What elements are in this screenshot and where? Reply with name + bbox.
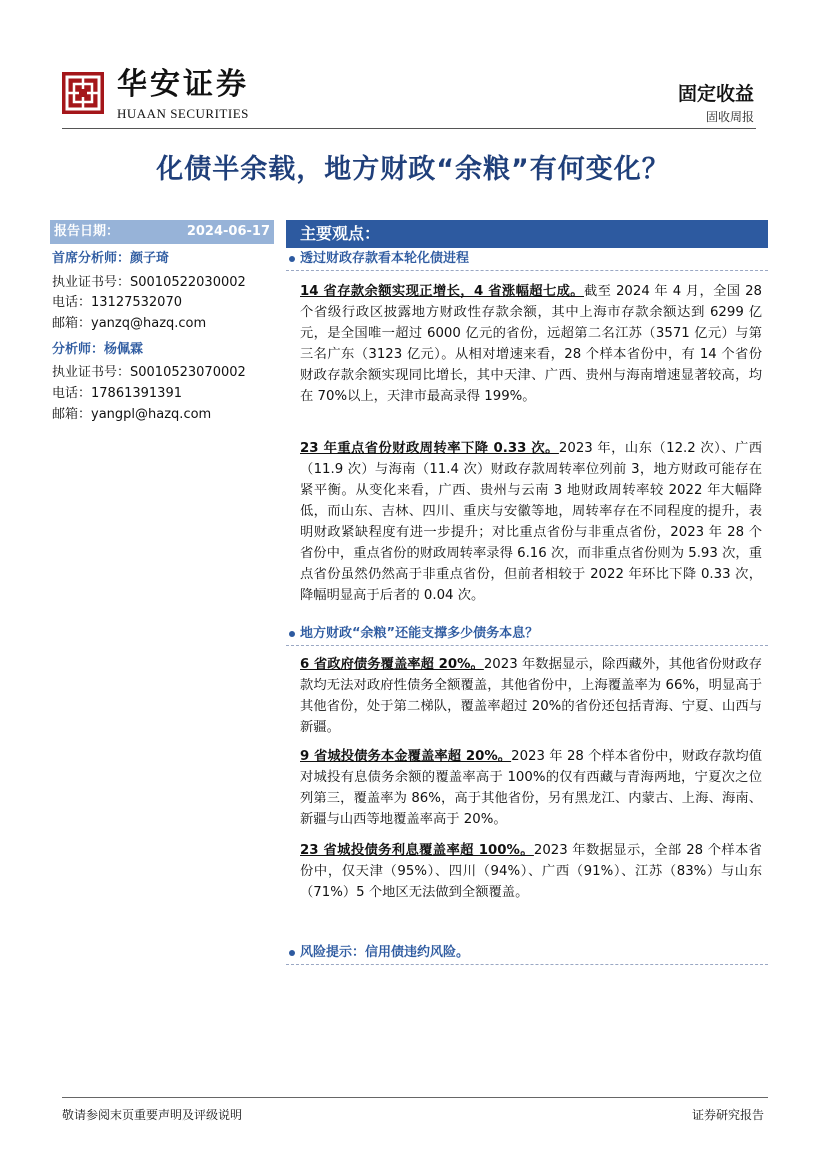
paragraph-highlight: 23 年重点省份财政周转率下降 0.33 次。 — [300, 441, 559, 456]
phone-number: 13127532070 — [91, 295, 182, 310]
email-label: 邮箱： — [52, 407, 92, 422]
analyst-name: 杨佩霖 — [104, 342, 144, 357]
paragraph-highlight: 14 省存款余额实现正增长，4 省涨幅超七成。 — [300, 284, 584, 299]
paragraph-text: 2023 年数据显示，除西藏外，其他省份财政存款均无法对政府性债务全额覆盖，其他省份中，上海覆盖率为 66%，明显高于其他省份，处于第二梯队，覆盖率超过 20%的省份还包括青海、宁夏、山西与新疆。 — [300, 657, 762, 735]
bullet-heading-2: 地方财政“余粮”还能支撑多少债务本息？ — [300, 626, 539, 641]
analyst-2-phone — [52, 385, 182, 402]
analyst-1-cert — [52, 274, 246, 291]
bullet-divider — [286, 270, 768, 271]
phone-label: 电话： — [52, 386, 92, 401]
footer-divider — [62, 1097, 768, 1098]
key-points-title: 主要观点： — [300, 224, 381, 243]
paragraph-text: 2023 年数据显示，全部 28 个样本省份中，仅天津（95%）、四川（94%）、广西（91%）、江苏（83%）与山东（71%）5 个地区无法做到全额覆盖。 — [300, 843, 762, 900]
analyst-role-label: 首席分析师： — [52, 251, 131, 266]
paragraph-highlight: 23 省城投债务利息覆盖率超 100%。 — [300, 843, 534, 858]
bullet-dot-icon — [289, 256, 295, 262]
paragraph-4 — [300, 746, 762, 830]
paragraph-highlight: 9 省城投债务本金覆盖率超 20%。 — [300, 749, 512, 764]
cert-label: 执业证书号： — [52, 365, 131, 380]
bullet-divider — [286, 645, 768, 646]
company-name-en: HUAAN SECURITIES — [117, 106, 249, 121]
analyst-2-role — [52, 341, 143, 358]
cert-label: 执业证书号： — [52, 275, 131, 290]
paragraph-text: 2023 年，山东（12.2 次）、广西（11.9 次）与海南（11.4 次）财政存款周转率位列前 3，地方财政可能存在紧平衡。从变化来看，广西、贵州与云南 3 地财政周转率较 2022 年大幅降低，而山东、吉林、四川、重庆与安徽等地，周转率存在不同程度的提升，表明财政紧缺程度有进一步提升；对比重点省份与非重点省份，2023 年 28 个省份中，重点省份的财政周转率录得 6.16 次，而非重点省份则为 5.93 次，重点省份虽然仍然高于非重点省份，但前者相较于 2022 年环比下降 0.33 次，降幅明显高于后者的 0.04 次。 — [300, 441, 763, 603]
email-address[interactable]: yanzq@hazq.com — [91, 316, 207, 331]
analyst-role-label: 分析师： — [52, 342, 105, 357]
report-title: 化债半余载，地方财政“余粮”有何变化？ — [156, 154, 670, 185]
phone-number: 17861391391 — [91, 386, 182, 401]
paragraph-3 — [300, 654, 762, 738]
bullet-divider — [286, 964, 768, 965]
analyst-1-role — [52, 250, 169, 267]
paragraph-1 — [300, 281, 762, 407]
analyst-name: 颜子琦 — [130, 251, 170, 266]
email-label: 邮箱： — [52, 316, 92, 331]
paragraph-2 — [300, 438, 762, 606]
report-date-value: 2024-06-17 — [186, 224, 270, 239]
company-name-cn: 华安证券 — [117, 67, 249, 102]
header-divider — [62, 128, 756, 129]
paragraph-text: 截至 2024 年 4 月，全国 28 个省级行政区披露地方财政性存款余额，其中上海市存款余额达到 6299 亿元，是全国唯一超过 6000 亿元的省份，远超第二名江苏（3571 亿元）与第三名广东（3123 亿元）。从相对增速来看，28 个样本省份中，有 14 个省份财政存款余额实现同比增长，其中天津、广西、贵州与海南增速显著较高，均在 70%以上，天津市最高录得 199%。 — [300, 284, 763, 404]
cert-number: S0010522030002 — [130, 275, 246, 290]
paragraph-highlight: 6 省政府债务覆盖率超 20%。 — [300, 657, 484, 672]
bullet-dot-icon — [289, 631, 295, 637]
bullet-dot-icon — [289, 950, 295, 956]
email-address[interactable]: yangpl@hazq.com — [91, 407, 212, 422]
doc-type: 固定收益 — [677, 83, 754, 105]
phone-label: 电话： — [52, 295, 92, 310]
report-date-bar — [50, 220, 274, 244]
paragraph-text: 2023 年 28 个样本省份中，财政存款均值对城投有息债务余额的覆盖率高于 100%的仅有西藏与青海两地，宁夏次之位列第三，覆盖率为 86%，高于其他省份，另有黑龙江、内蒙古、上海、海南、新疆与山西等地覆盖率高于 20%。 — [300, 749, 762, 827]
analyst-2-email — [52, 406, 211, 423]
paragraph-5 — [300, 840, 762, 903]
bullet-heading-1: 透过财政存款看本轮化债进程 — [300, 251, 470, 266]
cert-number: S0010523070002 — [130, 365, 246, 380]
report-date-label: 报告日期： — [54, 224, 120, 239]
footer-report-type: 证券研究报告 — [691, 1108, 764, 1122]
analyst-2-cert — [52, 364, 246, 381]
footer-disclaimer: 敬请参阅末页重要声明及评级说明 — [62, 1108, 243, 1122]
analyst-1-phone — [52, 294, 182, 311]
company-logo-icon — [62, 72, 104, 114]
analyst-1-email — [52, 315, 206, 332]
bullet-heading-3: 风险提示：信用债违约风险。 — [300, 945, 470, 960]
doc-subtype: 固收周报 — [705, 110, 754, 124]
